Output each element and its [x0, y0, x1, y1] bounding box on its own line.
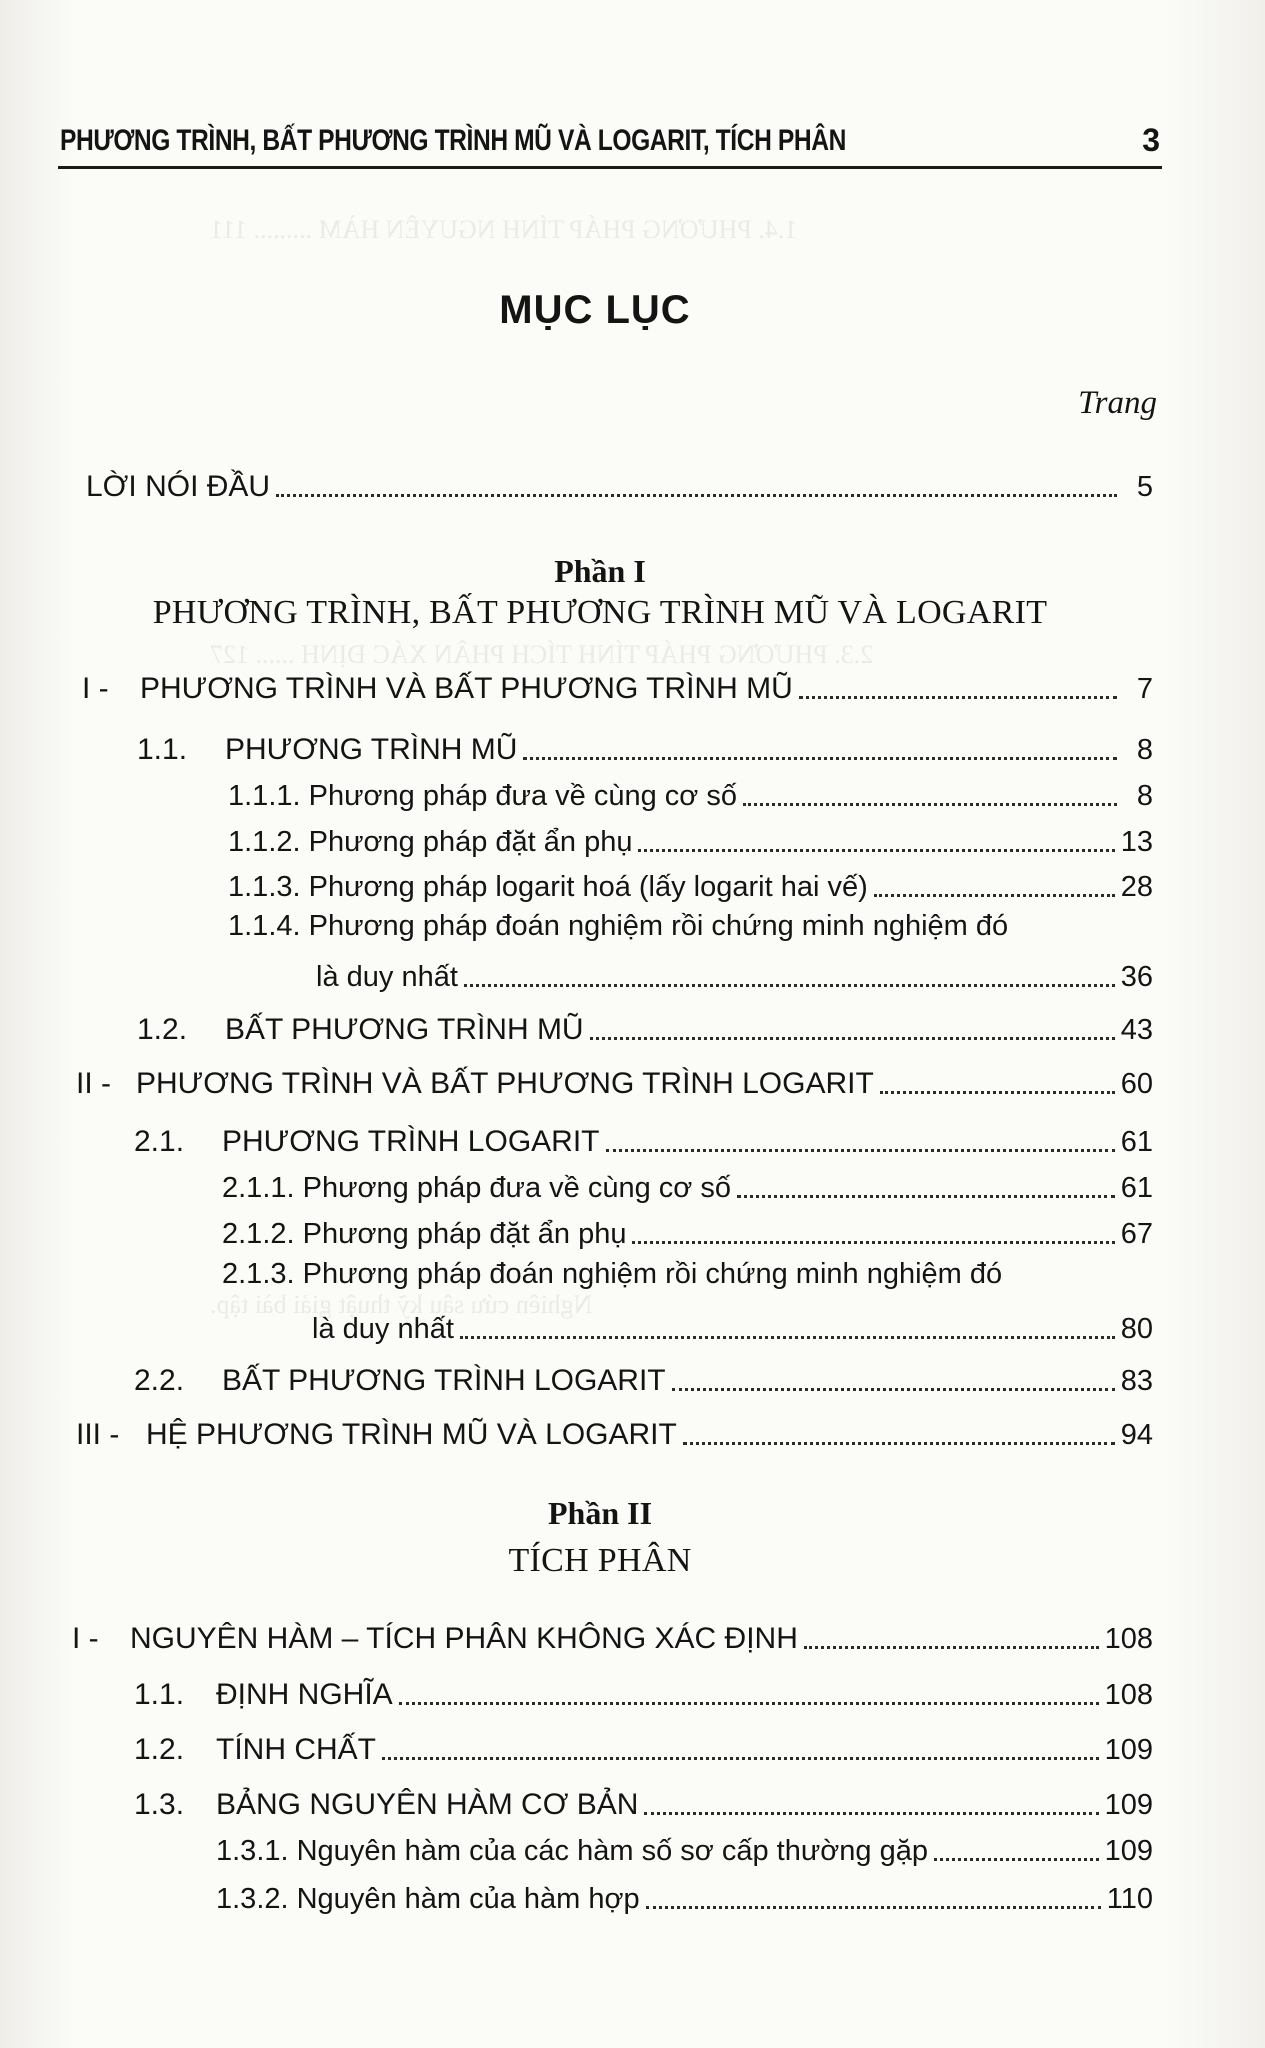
toc-entry-subsection[interactable] — [222, 1163, 1153, 1205]
toc-entry-page: 43 — [1120, 1014, 1153, 1046]
toc-entry-chapter[interactable] — [76, 1410, 1153, 1452]
part-1-label: Phần I — [554, 553, 646, 589]
dot-leader — [646, 1906, 1101, 1909]
part-2-title: TÍCH PHÂN — [508, 1542, 692, 1579]
toc-entry-text: 1.3.2. Nguyên hàm của hàm hợp — [216, 1883, 640, 1915]
toc-entry-section[interactable] — [134, 1780, 1153, 1822]
show-through-text: Nghiên cứu sâu kỹ thuật giải bài tập. — [210, 1290, 593, 1319]
dot-leader — [638, 849, 1114, 852]
toc-entry-number: II - — [76, 1067, 111, 1100]
toc-entry-number: I - — [72, 1622, 99, 1655]
toc-entry-text: 1.1.1. Phương pháp đưa về cùng cơ số — [228, 780, 737, 812]
toc-entry-text: 2.1.2. Phương pháp đặt ẩn phụ — [222, 1218, 627, 1250]
toc-entry-page: 109 — [1104, 1734, 1153, 1766]
dot-leader — [523, 757, 1117, 760]
toc-entry-text: ĐỊNH NGHĨA — [216, 1678, 393, 1711]
dot-leader — [464, 984, 1115, 987]
dot-leader — [799, 696, 1117, 699]
toc-entry-number: 2.2. — [134, 1364, 185, 1397]
toc-entry-text: NGUYÊN HÀM – TÍCH PHÂN KHÔNG XÁC ĐỊNH — [130, 1622, 798, 1655]
dot-leader — [737, 1195, 1115, 1198]
toc-entry-section[interactable] — [134, 1117, 1153, 1159]
show-through-text: 1.4. PHƯƠNG PHÁP TÍNH NGUYÊN HÀM ......... 111 — [210, 215, 798, 244]
dot-leader — [934, 1858, 1099, 1861]
toc-entry-text: 2.1.1. Phương pháp đưa về cùng cơ số — [222, 1172, 731, 1204]
toc-entry-continuation: là duy nhất — [312, 1313, 454, 1345]
toc-entry-section[interactable] — [134, 1670, 1153, 1712]
toc-entry-number: 1.1. — [137, 733, 188, 766]
toc-entry-page: 108 — [1104, 1623, 1153, 1655]
toc-entry-page: 109 — [1104, 1789, 1153, 1821]
dot-leader — [632, 1241, 1114, 1244]
toc-entry-text: PHƯƠNG TRÌNH VÀ BẤT PHƯƠNG TRÌNH MŨ — [140, 672, 793, 705]
toc-entry-page: 28 — [1120, 871, 1153, 903]
dot-leader — [874, 894, 1115, 897]
toc-entry-number: 1.2. — [137, 1013, 188, 1046]
toc-entry-text: TÍNH CHẤT — [216, 1733, 376, 1766]
toc-entry-page: 110 — [1106, 1883, 1153, 1915]
toc-entry-number: 1.1. — [134, 1678, 185, 1711]
toc-entry-page: 8 — [1136, 780, 1153, 812]
toc-entry-subsection[interactable] — [216, 1826, 1153, 1868]
toc-entry-page: 61 — [1120, 1172, 1153, 1204]
toc-entry-number: 2.1. — [134, 1125, 185, 1158]
part-2-label: Phần II — [547, 1495, 653, 1531]
toc-entry-text: 1.1.4. Phương pháp đoán nghiệm rồi chứng minh nghiệm đó — [228, 910, 1009, 942]
toc-entry-number: 1.3. — [134, 1788, 185, 1821]
toc-entry-text: 1.1.3. Phương pháp logarit hoá (lấy logarit hai vế) — [228, 871, 868, 903]
toc-entry-chapter[interactable] — [82, 664, 1153, 706]
toc-entry-page: 13 — [1120, 826, 1153, 858]
toc-entry-section[interactable] — [134, 1725, 1153, 1767]
toc-entry-page: 5 — [1136, 471, 1153, 503]
dot-leader — [672, 1388, 1115, 1391]
toc-entry-chapter[interactable] — [72, 1614, 1153, 1656]
dot-leader — [460, 1336, 1115, 1339]
toc-entry-subsection[interactable] — [228, 817, 1153, 859]
toc-entry-page: 36 — [1120, 961, 1153, 993]
dot-leader — [606, 1149, 1115, 1152]
toc-entry-text: 1.1.2. Phương pháp đặt ẩn phụ — [228, 826, 633, 858]
part-1-title: PHƯƠNG TRÌNH, BẤT PHƯƠNG TRÌNH MŨ VÀ LOGARIT — [152, 594, 1048, 631]
toc-entry-page: 108 — [1104, 1679, 1153, 1711]
toc-entry-subsection[interactable] — [216, 1874, 1153, 1916]
toc-entry-page: 67 — [1120, 1218, 1153, 1250]
toc-title: MỤC LỤC — [499, 288, 691, 332]
dot-leader — [880, 1091, 1115, 1094]
dot-leader — [644, 1812, 1098, 1815]
toc-entry-page: 8 — [1136, 734, 1153, 766]
toc-entry-page: 83 — [1120, 1365, 1153, 1397]
dot-leader — [743, 803, 1117, 806]
toc-entry-section[interactable] — [137, 1005, 1153, 1047]
toc-entry-subsection[interactable] — [316, 952, 1153, 994]
toc-entry-chapter[interactable] — [76, 1059, 1153, 1101]
show-through-text: 2.3. PHƯƠNG PHÁP TÍNH TÍCH PHÂN XÁC ĐỊNH ...... 127 — [210, 640, 874, 669]
dot-leader — [382, 1757, 1099, 1760]
toc-entry-text: PHƯƠNG TRÌNH MŨ — [225, 733, 518, 766]
toc-entry-subsection[interactable] — [222, 1209, 1153, 1251]
toc-entry-section[interactable] — [134, 1356, 1153, 1398]
toc-entry-page: 109 — [1104, 1835, 1153, 1867]
toc-entry-text: BẤT PHƯƠNG TRÌNH MŨ — [225, 1013, 584, 1046]
toc-entry-continuation: là duy nhất — [316, 961, 458, 993]
toc-entry-preface[interactable] — [86, 462, 1153, 504]
page-column-label: Trang — [1078, 385, 1157, 421]
running-header — [58, 118, 1162, 169]
toc-entry-page: 94 — [1120, 1419, 1153, 1451]
toc-entry-page: 61 — [1120, 1126, 1153, 1158]
toc-entry-number: III - — [76, 1418, 120, 1451]
dot-leader — [399, 1702, 1099, 1705]
toc-entry-page: 60 — [1120, 1068, 1153, 1100]
dot-leader — [683, 1442, 1115, 1445]
toc-entry-text: 1.3.1. Nguyên hàm của các hàm số sơ cấp thường gặp — [216, 1835, 928, 1867]
toc-entry-subsection[interactable] — [312, 1304, 1153, 1346]
toc-entry-text: PHƯƠNG TRÌNH LOGARIT — [222, 1125, 600, 1158]
dot-leader — [590, 1037, 1115, 1040]
toc-entry-text: 2.1.3. Phương pháp đoán nghiệm rồi chứng minh nghiệm đó — [222, 1258, 1003, 1290]
toc-entry-text: PHƯƠNG TRÌNH VÀ BẤT PHƯƠNG TRÌNH LOGARIT — [136, 1067, 874, 1100]
toc-entry-page: 80 — [1120, 1313, 1153, 1345]
toc-entry-text: BẤT PHƯƠNG TRÌNH LOGARIT — [222, 1364, 666, 1397]
dot-leader — [804, 1646, 1099, 1649]
toc-entry-text: BẢNG NGUYÊN HÀM CƠ BẢN — [216, 1788, 639, 1821]
toc-entry-subsection[interactable] — [228, 771, 1153, 813]
dot-leader — [276, 494, 1117, 497]
toc-entry-number: I - — [82, 672, 109, 705]
running-title: PHƯƠNG TRÌNH, BẤT PHƯƠNG TRÌNH MŨ VÀ LOGARIT, TÍCH PHÂN — [60, 124, 846, 157]
toc-entry-section[interactable] — [137, 725, 1153, 767]
page-number: 3 — [1142, 122, 1160, 158]
toc-entry-text: HỆ PHƯƠNG TRÌNH MŨ VÀ LOGARIT — [146, 1418, 677, 1451]
toc-entry-subsection[interactable] — [228, 862, 1153, 904]
toc-entry-text: LỜI NÓI ĐẦU — [86, 470, 271, 503]
toc-entry-number: 1.2. — [134, 1733, 185, 1766]
toc-entry-page: 7 — [1136, 673, 1153, 705]
